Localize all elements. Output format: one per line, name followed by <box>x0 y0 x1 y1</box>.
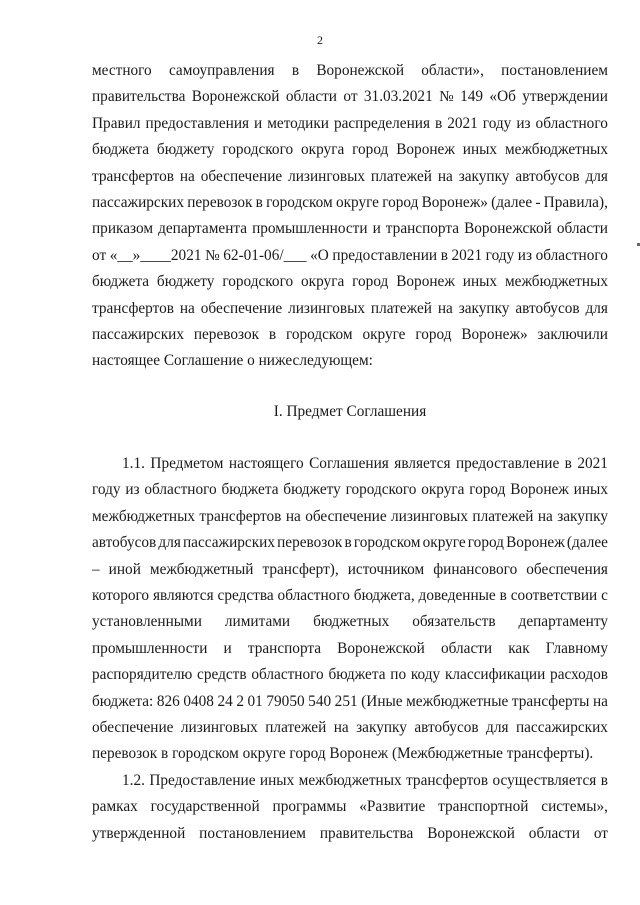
word: лизинговых <box>288 167 366 185</box>
word: на <box>285 507 301 525</box>
word: округе <box>422 534 466 552</box>
word: округе <box>335 193 379 211</box>
word: для <box>486 718 509 736</box>
text-line <box>92 530 608 556</box>
word: трансфертов <box>406 771 489 789</box>
word: городском <box>353 534 421 552</box>
word: бюджету <box>156 273 215 291</box>
clause-1-1-paragraph <box>92 451 608 741</box>
word: 79050 <box>266 692 305 710</box>
word: трансфертов <box>92 299 174 317</box>
word: транспорта <box>385 220 460 238</box>
word: городского <box>345 481 417 499</box>
text-line <box>92 689 608 715</box>
word: закупку <box>356 718 407 736</box>
word: «Развитие <box>359 798 426 816</box>
word: 01 <box>247 692 263 710</box>
word: областного <box>277 587 350 605</box>
word: иной <box>108 560 141 578</box>
text-line <box>92 322 608 348</box>
word: приказом <box>92 220 154 238</box>
word: расходов <box>550 666 608 684</box>
word: для <box>585 167 608 185</box>
word: бюджету <box>283 481 341 499</box>
word: межбюджетных <box>504 273 608 291</box>
word: (Иные <box>361 692 403 710</box>
text-line <box>92 557 608 583</box>
word: Воронежской <box>337 639 425 657</box>
word: для <box>585 299 608 317</box>
word: и <box>254 114 263 132</box>
word: 24 <box>217 692 233 710</box>
word: трансферты <box>511 692 590 710</box>
word: самоуправления <box>168 62 275 79</box>
word: постановлением <box>501 62 608 79</box>
word: 62-01-06/___ <box>223 246 307 264</box>
text-line <box>92 190 608 216</box>
word: Соглашения <box>309 455 389 473</box>
word: классификации <box>444 666 546 684</box>
word: межбюджетные <box>406 692 509 710</box>
word: Главному <box>545 639 608 657</box>
word: на <box>179 299 195 317</box>
word: на <box>537 507 553 525</box>
word: средства <box>217 587 274 605</box>
text-line <box>92 715 608 741</box>
word: закупку <box>458 167 510 185</box>
word: автобусов <box>515 299 580 317</box>
word: заключили <box>537 325 608 343</box>
text-line <box>92 662 608 688</box>
word: округа <box>421 481 465 499</box>
page-number: 2 <box>317 33 323 47</box>
word: округе <box>362 325 406 343</box>
word: области <box>556 220 608 238</box>
word: 0408 <box>183 692 214 710</box>
word: бюджета <box>221 481 279 499</box>
text-line <box>92 477 608 503</box>
word: 540 <box>308 692 332 710</box>
word: предоставлении <box>332 246 438 264</box>
preamble-paragraph <box>92 58 608 348</box>
word: иных <box>462 273 498 291</box>
word: департамента <box>158 220 248 238</box>
word: городском <box>285 325 353 343</box>
word: программы <box>272 798 347 816</box>
word: перевозок <box>277 534 343 552</box>
text-line <box>92 636 608 662</box>
document-body <box>92 58 608 847</box>
word: бюджету <box>156 141 215 159</box>
text-line <box>92 609 608 635</box>
word: в <box>291 62 300 79</box>
word: в <box>435 114 443 132</box>
word: из <box>517 246 533 264</box>
word: закупку <box>557 507 608 525</box>
word: предоставление <box>455 455 560 473</box>
word: осуществляется <box>492 771 597 789</box>
word: в <box>600 771 608 789</box>
word: «О <box>310 246 329 264</box>
word: и <box>372 220 381 238</box>
word: постановлением <box>199 824 306 842</box>
word: бюджета <box>92 141 150 159</box>
word: межбюджетных <box>298 771 402 789</box>
word: платежей <box>472 507 534 525</box>
word: - <box>535 193 541 211</box>
word: бюджета: <box>92 692 154 710</box>
word: «__»____2021 <box>109 246 202 264</box>
text-line <box>92 794 608 820</box>
word: является <box>394 455 451 473</box>
word: бюджета, <box>353 587 415 605</box>
word: областного <box>535 246 608 264</box>
word: Воронеж <box>396 273 455 291</box>
word: областного <box>535 114 608 132</box>
word: 149 <box>460 88 484 106</box>
text-line <box>92 296 608 322</box>
word: соответствии <box>510 587 598 605</box>
clause-1-2-paragraph <box>92 768 608 847</box>
word: закупку <box>458 299 510 317</box>
word: области», <box>421 62 484 79</box>
word: методики <box>267 114 329 132</box>
section-heading: I. Предмет Соглашения <box>273 402 427 420</box>
word: местного <box>92 62 152 79</box>
word: из <box>516 114 531 132</box>
word: промышленности <box>252 220 368 238</box>
word: на <box>592 692 608 710</box>
text-line <box>92 768 608 794</box>
word: город <box>469 481 506 499</box>
word: на <box>437 299 453 317</box>
word: Воронеж <box>506 534 565 552</box>
text-line <box>92 84 608 110</box>
word: обеспечение <box>200 299 283 317</box>
word: по <box>390 666 407 684</box>
word: области <box>440 639 493 657</box>
word: платежей <box>370 299 432 317</box>
word: от <box>343 88 358 106</box>
word: областного <box>251 666 324 684</box>
word: город <box>352 141 389 159</box>
word: на <box>333 718 349 736</box>
word: (далее <box>491 193 533 211</box>
word: бюджета <box>92 273 150 291</box>
word: округа <box>301 141 345 159</box>
word: иных <box>462 141 498 159</box>
word: источником <box>347 560 425 578</box>
word: межбюджетных <box>504 141 608 159</box>
word: году <box>92 481 121 499</box>
word: предоставления <box>145 114 250 132</box>
word: области <box>285 88 337 106</box>
word: Воронежской <box>464 220 552 238</box>
word: с <box>601 587 608 605</box>
word: перевозок <box>187 193 253 211</box>
text-line <box>92 111 608 137</box>
word: – <box>92 560 100 578</box>
word: 1.1. <box>122 455 145 473</box>
word: Предметом <box>150 455 224 473</box>
word: пассажирских <box>182 534 275 552</box>
word: от <box>593 824 608 842</box>
word: городском <box>266 193 333 211</box>
word: № <box>439 88 454 106</box>
text-line <box>92 216 608 242</box>
word: город <box>415 325 452 343</box>
word: городского <box>222 141 294 159</box>
word: трансфертов <box>199 507 282 525</box>
word: лизинговых <box>391 507 468 525</box>
word: лимитами <box>224 613 291 631</box>
word: системы», <box>541 798 608 816</box>
word: распределения <box>333 114 431 132</box>
word: в <box>255 193 263 211</box>
word: межбюджетных <box>92 507 196 525</box>
word: в <box>268 325 277 343</box>
word: правительства <box>92 88 186 106</box>
word: доведенные <box>418 587 496 605</box>
text-line <box>92 137 608 163</box>
word: Правил <box>92 114 141 132</box>
word: (далее <box>566 534 608 552</box>
word: город <box>467 534 504 552</box>
word: Воронежской <box>427 824 515 842</box>
word: лизинговых <box>288 299 366 317</box>
word: иных <box>259 771 295 789</box>
word: транспортной <box>438 798 529 816</box>
word: настоящего <box>228 455 304 473</box>
word: обязательств <box>412 613 496 631</box>
word: обеспечение <box>92 718 174 736</box>
word: город <box>382 193 419 211</box>
word: бюджета <box>328 666 386 684</box>
word: пассажирских <box>92 325 184 343</box>
word: 2021 <box>447 114 478 132</box>
word: 251 <box>334 692 358 710</box>
word: № <box>205 246 220 264</box>
word: городского <box>222 273 294 291</box>
word: области <box>528 824 580 842</box>
word: Воронеж» <box>421 193 488 211</box>
word: пассажирских <box>92 193 184 211</box>
word: обеспечение <box>200 167 283 185</box>
word: утверждении <box>522 88 608 106</box>
word: трансферт), <box>262 560 339 578</box>
word: распорядителю <box>92 666 193 684</box>
word: округа <box>301 273 345 291</box>
word: средств <box>197 666 247 684</box>
text-line <box>92 451 608 477</box>
word: в <box>499 587 507 605</box>
word: правительства <box>319 824 414 842</box>
word: 2021 <box>577 455 608 473</box>
word: платежей <box>370 167 432 185</box>
word: от <box>92 246 107 264</box>
word: Воронеж <box>396 141 455 159</box>
word: обеспечения <box>526 560 608 578</box>
word: Предоставление <box>149 771 256 789</box>
preamble-last-line: настоящее Соглашение о нижеследующем: <box>92 352 373 370</box>
word: департаменту <box>518 613 608 631</box>
text-line <box>92 583 608 609</box>
word: Воронеж <box>510 481 569 499</box>
word: бюджетных <box>313 613 390 631</box>
text-line <box>92 58 608 84</box>
word: автобусов <box>515 167 580 185</box>
word: в <box>564 455 572 473</box>
word: году <box>482 114 512 132</box>
word: из <box>125 481 140 499</box>
word: и <box>223 639 232 657</box>
word: платежей <box>265 718 327 736</box>
word: 2 <box>236 692 244 710</box>
word: промышленности <box>92 639 208 657</box>
word: межбюджетный <box>149 560 254 578</box>
word: в <box>440 246 448 264</box>
text-line <box>92 504 608 530</box>
word: как <box>508 639 530 657</box>
text-line <box>92 164 608 190</box>
word: 2021 <box>451 246 483 264</box>
word: установленными <box>92 613 202 631</box>
clause-1-1-last-line: перевозок в городском округе город Воронеж (Межбюджетные трансферты). <box>92 745 594 763</box>
word: перевозок <box>193 325 260 343</box>
word: на <box>437 167 453 185</box>
word: иных <box>573 481 608 499</box>
word: город <box>352 273 389 291</box>
word: автобусов <box>92 534 157 552</box>
word: «Об <box>489 88 516 106</box>
word: областного <box>144 481 217 499</box>
text-line <box>92 821 608 847</box>
word: лизинговых <box>180 718 258 736</box>
word: пассажирских <box>515 718 608 736</box>
word: транспорта <box>247 639 322 657</box>
word: Воронежской <box>316 62 405 79</box>
word: автобусов <box>414 718 479 736</box>
word: Воронежской <box>191 88 280 106</box>
text-line <box>92 243 608 269</box>
word: финансового <box>433 560 518 578</box>
word: утвержденной <box>92 824 186 842</box>
word: коду <box>410 666 441 684</box>
word: обеспечение <box>305 507 387 525</box>
word: которого <box>92 587 150 605</box>
word: 1.2. <box>122 771 145 789</box>
word: 31.03.2021 <box>363 88 433 106</box>
word: Воронеж» <box>461 325 528 343</box>
word: в <box>344 534 352 552</box>
word: 826 <box>156 692 180 710</box>
word: для <box>158 534 181 552</box>
word: государственной <box>150 798 260 816</box>
text-line <box>92 269 608 295</box>
word: на <box>179 167 195 185</box>
word: году <box>485 246 515 264</box>
word: Правила), <box>543 193 608 211</box>
word: являются <box>152 587 214 605</box>
word: трансфертов <box>92 167 174 185</box>
word: рамках <box>92 798 138 816</box>
